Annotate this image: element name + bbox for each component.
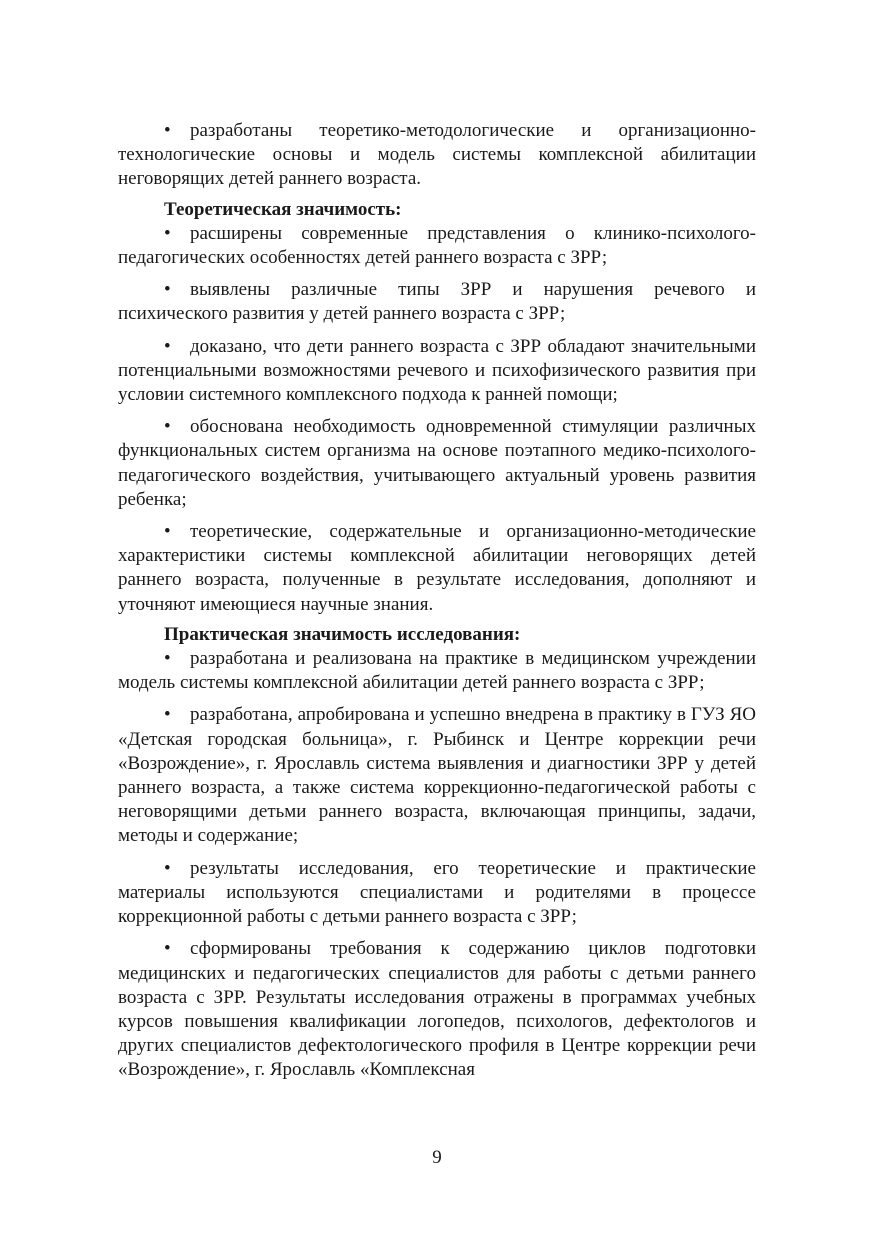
list-item-text: обоснована необходимость одновременной стимуляции различных функциональных систем организма на основе поэтапного медико-психолого-педагогического воздействия, учитывающего актуальный уровень развития ребенка; bbox=[118, 416, 756, 510]
page-number: 9 bbox=[432, 1147, 442, 1168]
list-item-text: разработана, апробирована и успешно внедрена в практику в ГУЗ ЯО «Детская городская больница», г. Рыбинск и Центре коррекции речи «Возрождение», г. Ярославль система выявления и диагностики ЗРР у детей раннего возраста, а также система коррекционно-педагогической работы с неговорящими детьми раннего возраста, включающая принципы, задачи, методы и содержание; bbox=[118, 704, 756, 847]
bullet-icon: • bbox=[164, 648, 171, 670]
practical-significance-heading: Практическая значимость исследования: bbox=[164, 623, 521, 645]
list-item-text: доказано, что дети раннего возраста с ЗРР обладают значительными потенциальными возможностями речевого и психофизического развития при условии системного комплексного подхода к ранней помощи; bbox=[118, 335, 756, 406]
list-item-text: результаты исследования, его теоретические и практические материалы используются специалистами и родителями в процессе коррекционной работы с детьми раннего возраста с ЗРР; bbox=[118, 857, 756, 928]
list-item-text: разработаны теоретико-методологические и организационно-технологические основы и модель системы комплексной абилитации неговорящих детей раннего возраста. bbox=[118, 120, 756, 190]
list-item-text: расширены современные представления о клинико-психолого-педагогических особенностях детей раннего возраста с ЗРР; bbox=[118, 222, 756, 269]
list-item bbox=[118, 119, 756, 192]
bullet-icon: • bbox=[164, 335, 171, 357]
list-item bbox=[118, 647, 756, 695]
list-item bbox=[118, 222, 756, 270]
bullet-icon: • bbox=[164, 416, 171, 438]
list-item bbox=[118, 278, 756, 326]
list-item bbox=[118, 937, 756, 1082]
bullet-icon: • bbox=[164, 222, 171, 244]
bullet-icon: • bbox=[164, 521, 171, 543]
bullet-icon: • bbox=[164, 279, 171, 301]
list-item bbox=[118, 335, 756, 408]
list-item-text: разработана и реализована на практике в медицинском учреждении модель системы комплексной абилитации детей раннего возраста с ЗРР; bbox=[118, 648, 756, 694]
list-item bbox=[118, 520, 756, 617]
list-item bbox=[118, 857, 756, 930]
document-page bbox=[118, 119, 756, 1083]
theoretical-significance-heading: Теоретическая значимость: bbox=[164, 198, 402, 220]
bullet-icon: • bbox=[164, 857, 171, 879]
list-item-text: сформированы требования к содержанию циклов подготовки медицинских и педагогических специалистов для работы с детьми раннего возраста с ЗРР. Результаты исследования отражены в программах учебных курсов повышения квалификации логопедов, психологов, дефектологов и других специалистов дефектологического профиля в Центре коррекции речи «Возрождение», г. Ярославль «Комплексная bbox=[118, 938, 756, 1081]
list-item-text: выявлены различные типы ЗРР и нарушения речевого и психического развития у детей раннего возраста с ЗРР; bbox=[118, 279, 756, 325]
list-item bbox=[118, 703, 756, 848]
bullet-icon: • bbox=[164, 120, 171, 141]
bullet-icon: • bbox=[164, 704, 171, 726]
bullet-icon: • bbox=[164, 938, 171, 960]
list-item-text: теоретические, содержательные и организационно-методические характеристики системы комплексной абилитации неговорящих детей раннего возраста, полученные в результате исследования, дополняют и уточняют имеющиеся научные знания. bbox=[118, 521, 756, 615]
list-item bbox=[118, 415, 756, 512]
